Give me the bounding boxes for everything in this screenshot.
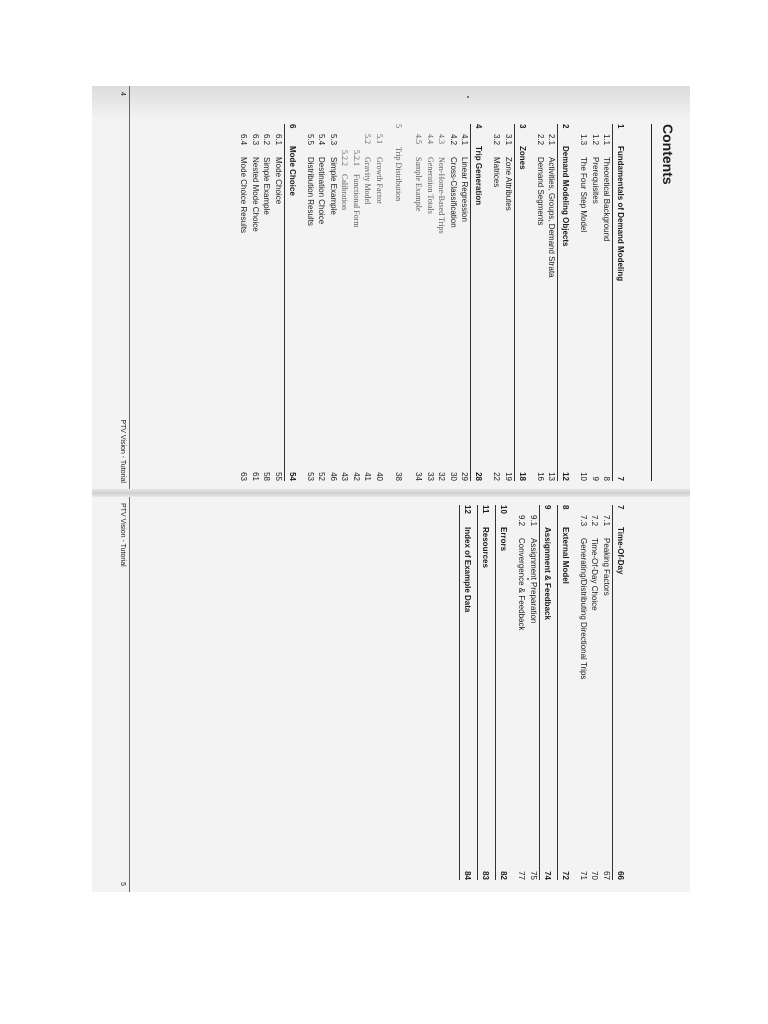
toc-entry-page: 34 [414,472,424,481]
toc-entry-page: 29 [460,472,470,481]
toc-entry [517,124,529,481]
footer-page-number: 4 [119,92,126,96]
toc-entry-title: Non-Home-Based Trips [437,157,447,234]
toc-entry [601,515,613,880]
toc-entry-number: 10 [499,505,509,514]
toc-entry-page: 43 [340,472,350,481]
toc-entry [393,124,405,481]
toc-entry [261,134,273,481]
toc-entry-number: 7.2 [590,515,600,527]
toc-entry-number: 4.4 [426,134,436,144]
toc-entry-page: 28 [474,472,484,481]
toc-entry [351,150,363,481]
toc-entry-number: 1 [616,124,626,129]
toc-entry-page: 13 [547,472,557,481]
toc-entry-page: 30 [449,472,459,481]
toc-entry [305,134,317,481]
toc-entry-page: 8 [602,476,612,481]
toc-entry-page: 19 [504,472,514,481]
toc-entry-title: Generating/Distributing Directional Trips [579,538,589,680]
toc-entry [250,134,262,481]
toc-entry-title: Zone Attributes [504,157,514,211]
toc-entry-title: Time-Of-Day Choice [590,538,600,611]
toc-entry-number: 5.5 [306,134,316,146]
toc-entry [473,124,485,481]
footer-page-number: 5 [119,882,126,886]
toc-entry-title: Activities, Groups, Demand Strata [547,157,557,278]
toc-entry-page: 72 [561,871,571,880]
toc-entry-number: 9 [543,505,553,510]
toc-entry [590,134,602,481]
toc-entry [535,134,547,481]
toc-entry-page: 67 [602,871,612,880]
toc-entry-page: 7 [616,476,626,481]
toc-entry-page: 54 [288,472,298,481]
toc-entry [589,515,601,880]
toc-entry-title: Simple Example [329,157,339,215]
toc-entry-page: 75 [529,871,539,880]
toc-entry-title: Mode Choice [288,146,298,196]
toc-entry-title: Mode Choice Results [239,157,249,234]
toc-entry-number: 6.1 [274,134,284,146]
toc-entry-title: External Model [561,527,571,584]
toc-entry-number: 4.5 [414,134,424,144]
toc-entry-number: 1.3 [579,134,589,146]
toc-entry [425,134,437,481]
toc-entry-number: 4.2 [449,134,459,146]
toc-entry [560,505,572,880]
toc-entry-number: 4 [474,124,484,129]
toc-entry [546,134,558,481]
toc-entry [503,134,515,481]
toc-entry-number: 12 [463,505,473,514]
toc-entry [528,515,540,880]
toc-entry [542,505,554,880]
toc-entry-title: Peaking Factors [602,538,612,596]
toc-entry-title: Matrices [492,157,502,188]
footer-right [116,497,130,892]
footer-rule [129,86,130,489]
toc-entry-title: Assignment Preparation [529,538,539,624]
toc-entry-title: Functional Form [352,174,362,228]
toc-entry [339,150,351,481]
toc-entry-page: 22 [492,472,502,481]
toc-entry-title: Demand Segments [536,157,546,226]
toc-entry-page: 61 [251,472,261,481]
toc-entry-number: 6.4 [239,134,249,146]
toc-entry-number: 7.1 [602,515,612,527]
toc-entry [436,134,448,481]
toc-entry-title: Destination Choice [317,157,327,225]
footer-left [116,86,130,489]
toc-entry-number: 5.2 [363,134,373,144]
toc-entry-number: 4.3 [437,134,447,144]
toc-entry-title: Gravity Model [363,157,373,205]
toc-entry [374,134,386,481]
toc-entry [459,134,471,481]
toc-entry [448,134,460,481]
toc-entry-title: Trip Distribution [394,147,404,202]
toc-entry-page: 16 [536,472,546,481]
toc-entry-title: Time-Of-Day [616,527,626,575]
toc-entry-title: Demand Modeling Objects [561,146,571,247]
toc-entry-page: 40 [375,472,385,481]
toc-entry-title: Generation Totals [426,157,436,214]
toc-entry-number: 6.2 [262,134,272,146]
toc-entry-title: Index of Example Data [463,527,473,613]
toc-entry-number: 5.1 [375,134,385,144]
left-page [92,86,690,489]
toc-entry-page: 82 [499,871,509,880]
toc-entry-number: 6 [288,124,298,129]
toc-entry-page: 53 [306,472,316,481]
toc-entry-page: 46 [329,472,339,481]
toc-entry [362,134,374,481]
toc-entry [578,134,590,481]
toc-entry-number: 8 [561,505,571,510]
heading-rule [651,124,652,481]
toc-entry-number: 11 [481,505,491,514]
toc-entry-title: Trip Generation [474,146,484,206]
toc-entry [615,124,627,481]
toc-entry-title: Simple Example [262,157,272,215]
toc-entry-page: 52 [317,472,327,481]
toc-entry [578,515,590,880]
toc-entry [601,134,613,481]
toc-entry-page: 71 [579,871,589,880]
toc-entry-title: Theoretical Background [602,157,612,242]
toc-entry-title: Growth Factor [375,157,385,204]
toc-entry-page: 66 [616,871,626,880]
toc-entry-number: 5.4 [317,134,327,146]
toc-entry-number: 7 [616,505,626,510]
toc-entry-number: 9.2 [517,515,527,527]
toc-entry [287,124,299,481]
toc-entry-number: 2.1 [547,134,557,146]
toc-entry [560,124,572,481]
toc-entry-title: Distribution Results [306,157,316,226]
toc-entry-title: Assignment & Feedback [543,527,553,620]
toc-entry-page: 10 [579,472,589,481]
toc-entry-number: 1.1 [602,134,612,146]
toc-entry-page: 58 [262,472,272,481]
toc-entry-page: 38 [394,472,404,481]
toc-entry-number: 1.2 [591,134,601,146]
toc-entry-number: 7.3 [579,515,589,527]
toc-entry-title: The Four Step Model [579,157,589,233]
toc-entry-page: 41 [363,472,373,481]
toc-entry-title: Zones [518,146,528,170]
toc-entry-number: 5 [394,124,404,128]
right-page [92,497,690,892]
contents-heading: Contents [660,124,676,185]
toc-entry-number: 2 [561,124,571,129]
toc-entry-title: Sample Example [414,157,424,212]
toc-entry-number: 4.1 [460,134,470,146]
toc-entry [462,505,474,880]
toc-entry-page: 77 [517,871,527,880]
toc-entry-page: 84 [463,871,473,880]
toc-entry-page: 42 [352,472,362,481]
toc-entry-page: 9 [591,476,601,481]
toc-entry-title: Linear Regression [460,157,470,222]
toc-entry-number: 3.2 [492,134,502,146]
toc-entry-page: 33 [426,472,436,481]
toc-entry-page: 12 [561,472,571,481]
footer-rule [129,497,130,892]
toc-entry-page: 83 [481,871,491,880]
toc-entry-number: 6.3 [251,134,261,146]
toc-entry-number: 2.2 [536,134,546,146]
toc-entry [516,515,528,880]
toc-entry-title: Nested Mode Choice [251,157,261,232]
toc-entry-page: 70 [590,871,600,880]
toc-entry-title: Calibration [340,174,350,210]
toc-entry [316,134,328,481]
toc-entry-page: 74 [543,871,553,880]
toc-entry [480,505,492,880]
toc-entry [498,505,510,880]
rotated-book-spread [92,86,690,892]
footer-title: PTV Vision - Tutorial [119,503,126,567]
toc-entry [615,505,627,880]
toc-entry-page: 55 [274,472,284,481]
toc-entry [413,134,425,481]
toc-entry-page: 32 [437,472,447,481]
toc-entry-page: 63 [239,472,249,481]
toc-entry-number: 5.3 [329,134,339,146]
toc-entry-title: Convergence & Feedback [517,538,527,631]
toc-entry-title: Fundamentals of Demand Modeling [616,146,626,282]
toc-entry-number: 5.2.2 [340,150,350,166]
toc-entry [328,134,340,481]
toc-entry-number: 3.1 [504,134,514,146]
toc-entry-page: 18 [518,472,528,481]
toc-entry-title: Mode Choice [274,157,284,205]
toc-entry-number: 9.1 [529,515,539,527]
footer-title: PTV Vision - Tutorial [119,419,126,483]
toc-entry-title: Prerequisites [591,157,601,204]
toc-entry-number: 3 [518,124,528,129]
toc-entry-number: 5.2.1 [352,150,362,166]
toc-entry [491,134,503,481]
toc-entry-title: Resources [481,527,491,568]
toc-entry-title: Cross-Classification [449,157,459,228]
toc-entry-title: Errors [499,527,509,552]
toc-entry [238,134,250,481]
toc-entry [273,134,285,481]
